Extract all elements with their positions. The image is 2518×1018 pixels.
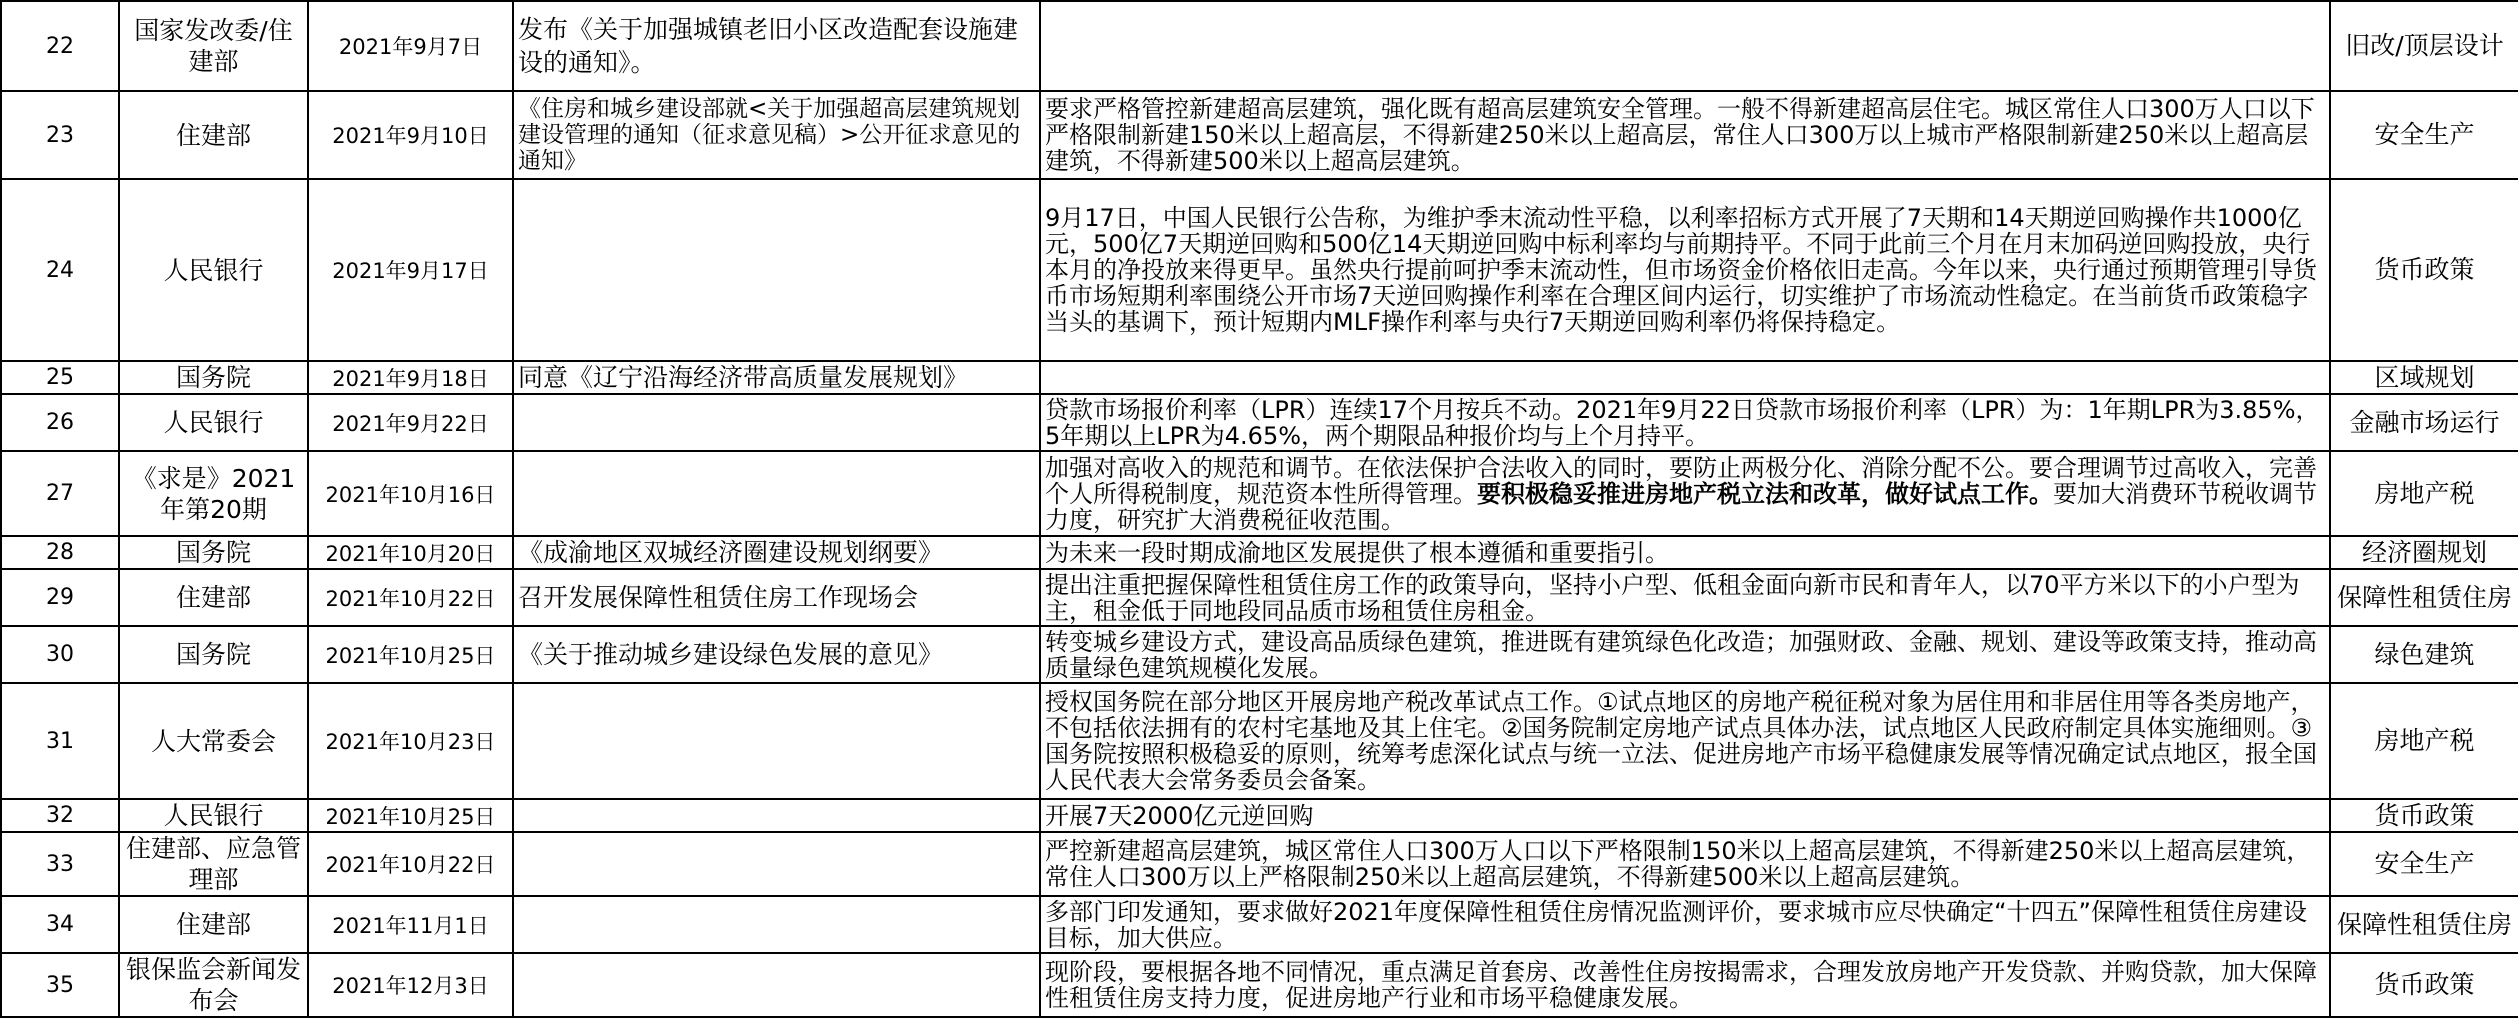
row-number: 25 [1,361,119,394]
department-cell: 人民银行 [119,799,308,832]
department-cell: 国务院 [119,626,308,683]
date-cell: 2021年10月25日 [308,799,513,832]
table-row [1,832,2518,896]
table-row [1,179,2518,361]
row-number: 32 [1,799,119,832]
row-number: 24 [1,179,119,361]
row-number: 26 [1,394,119,451]
document-cell [513,451,1040,536]
category-cell: 房地产税 [2330,683,2518,799]
category-cell: 安全生产 [2330,832,2518,896]
date-cell: 2021年9月7日 [308,1,513,91]
document-cell: 《关于推动城乡建设绿色发展的意见》 [513,626,1040,683]
table-row [1,683,2518,799]
document-cell [513,179,1040,361]
category-cell: 经济圈规划 [2330,536,2518,569]
summary-cell [1040,361,2330,394]
department-cell: 《求是》2021年第20期 [119,451,308,536]
document-cell [513,896,1040,953]
summary-text: 要加大消费环节税收调节力度，研究扩大消费税征收范围。 [1045,479,2317,534]
date-cell: 2021年10月20日 [308,536,513,569]
row-number: 30 [1,626,119,683]
department-cell: 住建部 [119,896,308,953]
date-cell: 2021年10月22日 [308,569,513,626]
category-cell: 房地产税 [2330,451,2518,536]
summary-cell: 严控新建超高层建筑，城区常住人口300万人口以下严格限制150米以上超高层建筑，不得新建250米以上超高层建筑，常住人口300万以上严格限制250米以上超高层建筑，不得新建500米以上超高层建筑。 [1040,832,2330,896]
department-cell: 住建部 [119,91,308,179]
category-cell: 货币政策 [2330,953,2518,1017]
summary-cell: 转变城乡建设方式，建设高品质绿色建筑，推进既有建筑绿色化改造；加强财政、金融、规划、建设等政策支持，推动高质量绿色建筑规模化发展。 [1040,626,2330,683]
summary-bold-text: 要积极稳妥推进房地产税立法和改革，做好试点工作。 [1477,479,2053,508]
document-cell: 发布《关于加强城镇老旧小区改造配套设施建设的通知》。 [513,1,1040,91]
table-row [1,896,2518,953]
table-row [1,361,2518,394]
document-cell [513,683,1040,799]
category-cell: 货币政策 [2330,179,2518,361]
summary-cell [1040,1,2330,91]
document-cell [513,953,1040,1017]
row-number: 34 [1,896,119,953]
document-cell: 《成渝地区双城经济圈建设规划纲要》 [513,536,1040,569]
row-number: 22 [1,1,119,91]
date-cell: 2021年11月1日 [308,896,513,953]
table-row [1,799,2518,832]
summary-text: 加强对高收入的规范和调节。在依法保护合法收入的同时，要防止两极分化、消除分配不公。要合理调节过高收入，完善个人所得税制度，规范资本性所得管理。 [1045,453,2317,508]
table-row [1,569,2518,626]
date-cell: 2021年10月23日 [308,683,513,799]
table-row [1,394,2518,451]
category-cell: 金融市场运行 [2330,394,2518,451]
date-cell: 2021年12月3日 [308,953,513,1017]
category-cell: 安全生产 [2330,91,2518,179]
department-cell: 银保监会新闻发布会 [119,953,308,1017]
category-cell: 货币政策 [2330,799,2518,832]
document-cell: 同意《辽宁沿海经济带高质量发展规划》 [513,361,1040,394]
date-cell: 2021年9月22日 [308,394,513,451]
summary-cell [1040,451,2330,536]
row-number: 33 [1,832,119,896]
table-row [1,451,2518,536]
date-cell: 2021年9月10日 [308,91,513,179]
document-cell: 召开发展保障性租赁住房工作现场会 [513,569,1040,626]
row-number: 27 [1,451,119,536]
row-number: 35 [1,953,119,1017]
summary-cell: 9月17日，中国人民银行公告称，为维护季末流动性平稳，以利率招标方式开展了7天期和14天期逆回购操作共1000亿元，500亿7天期逆回购和500亿14天期逆回购中标利率均与前期持平。不同于此前三个月在月末加码逆回购投放，央行本月的净投放来得更早。虽然央行提前呵护季末流动性，但市场资金价格依旧走高。今年以来，央行通过预期管理引导货币市场短期利率围绕公开市场7天逆回购操作利率在合理区间内运行，切实维护了市场流动性稳定。在当前货币政策稳字当头的基调下，预计短期内MLF操作利率与央行7天期逆回购利率仍将保持稳定。 [1040,179,2330,361]
department-cell: 国家发改委/住建部 [119,1,308,91]
summary-cell: 多部门印发通知，要求做好2021年度保障性租赁住房情况监测评价，要求城市应尽快确定“十四五”保障性租赁住房建设目标，加大供应。 [1040,896,2330,953]
document-cell [513,799,1040,832]
table-row [1,536,2518,569]
row-number: 31 [1,683,119,799]
document-cell [513,832,1040,896]
department-cell: 住建部 [119,569,308,626]
department-cell: 国务院 [119,361,308,394]
category-cell: 保障性租赁住房 [2330,896,2518,953]
summary-cell: 现阶段，要根据各地不同情况，重点满足首套房、改善性住房按揭需求，合理发放房地产开发贷款、并购贷款，加大保障性租赁住房支持力度，促进房地产行业和市场平稳健康发展。 [1040,953,2330,1017]
document-cell: 《住房和城乡建设部就<关于加强超高层建筑规划建设管理的通知（征求意见稿）>公开征求意见的通知》 [513,91,1040,179]
department-cell: 人民银行 [119,179,308,361]
summary-cell: 提出注重把握保障性租赁住房工作的政策导向，坚持小户型、低租金面向新市民和青年人，以70平方米以下的小户型为主，租金低于同地段同品质市场租赁住房租金。 [1040,569,2330,626]
row-number: 29 [1,569,119,626]
row-number: 23 [1,91,119,179]
category-cell: 旧改/顶层设计 [2330,1,2518,91]
date-cell: 2021年10月22日 [308,832,513,896]
summary-cell: 为未来一段时期成渝地区发展提供了根本遵循和重要指引。 [1040,536,2330,569]
department-cell: 人民银行 [119,394,308,451]
date-cell: 2021年10月25日 [308,626,513,683]
table-row [1,1,2518,91]
date-cell: 2021年10月16日 [308,451,513,536]
category-cell: 区域规划 [2330,361,2518,394]
date-cell: 2021年9月18日 [308,361,513,394]
table-row [1,626,2518,683]
table-row [1,91,2518,179]
document-cell [513,394,1040,451]
department-cell: 住建部、应急管理部 [119,832,308,896]
date-cell: 2021年9月17日 [308,179,513,361]
summary-cell: 开展7天2000亿元逆回购 [1040,799,2330,832]
category-cell: 绿色建筑 [2330,626,2518,683]
row-number: 28 [1,536,119,569]
department-cell: 人大常委会 [119,683,308,799]
summary-cell: 授权国务院在部分地区开展房地产税改革试点工作。①试点地区的房地产税征税对象为居住用和非居住用等各类房地产，不包括依法拥有的农村宅基地及其上住宅。②国务院制定房地产试点具体办法，试点地区人民政府制定具体实施细则。③国务院按照积极稳妥的原则，统筹考虑深化试点与统一立法、促进房地产市场平稳健康发展等情况确定试点地区，报全国人民代表大会常务委员会备案。 [1040,683,2330,799]
summary-cell: 要求严格管控新建超高层建筑，强化既有超高层建筑安全管理。一般不得新建超高层住宅。城区常住人口300万人口以下严格限制新建150米以上超高层，不得新建250米以上超高层，常住人口300万以上城市严格限制新建250米以上超高层建筑，不得新建500米以上超高层建筑。 [1040,91,2330,179]
category-cell: 保障性租赁住房 [2330,569,2518,626]
table-row [1,953,2518,1017]
department-cell: 国务院 [119,536,308,569]
summary-cell: 贷款市场报价利率（LPR）连续17个月按兵不动。2021年9月22日贷款市场报价利率（LPR）为：1年期LPR为3.85%，5年期以上LPR为4.65%，两个期限品种报价均与上个月持平。 [1040,394,2330,451]
